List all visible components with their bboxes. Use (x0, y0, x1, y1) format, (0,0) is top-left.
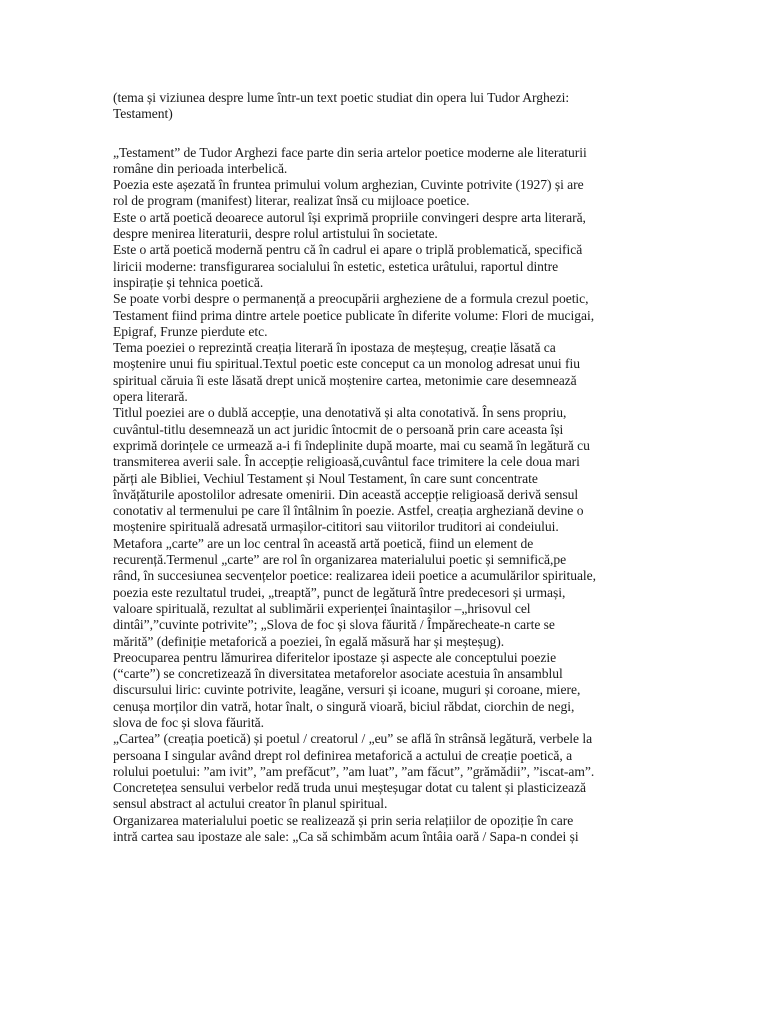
body-line: învățăturile apostolilor adresate omenirii. Din această accepție religioasă derivă sensul (113, 486, 579, 502)
body-line: recurență.Termenul „carte” are rol în organizarea materialului poetic și semnifică,pe (113, 552, 567, 568)
body-line: Este o artă poetică modernă pentru că în cadrul ei apare o triplă problematică, specifică (113, 242, 583, 258)
body-line: Epigraf, Frunze pierdute etc. (113, 323, 268, 339)
body-line: spiritual căruia îi este lăsată drept unică moștenire cartea, metonimie care desemnează (113, 372, 577, 388)
body-line: sensul abstract al actului creator în planul spiritual. (113, 796, 388, 812)
body-line: Concretețea sensului verbelor redă truda unui meșteșugar dotat cu talent și plasticizează (113, 780, 587, 796)
body-line: moștenire spirituală adresată urmașilor-cititori sau viitorilor truditori ai condeiului. (113, 519, 559, 535)
body-line: române din perioada interbelică. (113, 160, 288, 176)
document-header (113, 90, 658, 123)
header-line: (tema și viziunea despre lume într-un text poetic studiat din opera lui Tudor Arghezi: (113, 90, 570, 105)
body-line: Este o artă poetică deoarece autorul își exprimă propriile convingeri despre arta literară, (113, 209, 586, 225)
body-line: cenușa morților din vatră, hotar înalt, o singură vioară, biciul răbdat, ciorchin de negi, (113, 698, 575, 714)
body-line: Se poate vorbi despre o permanență a preocupării argheziene de a formula crezul poetic, (113, 291, 589, 307)
body-line: despre menirea literaturii, despre rolul artistului în societate. (113, 226, 438, 242)
body-line: Tema poeziei o reprezintă creația literară în ipostaza de meșteșug, creație lăsată ca (113, 340, 556, 356)
header-line: Testament) (113, 106, 173, 122)
body-line: rând, în succesiunea secvențelor poetice: realizarea ideii poetice a acumulărilor spirituale, (113, 568, 596, 584)
body-line: poezia este rezultatul trudei, „treaptă”, punct de legătură între predecesori și urmași, (113, 584, 566, 600)
body-line: discursului liric: cuvinte potrivite, leagăne, versuri și icoane, muguri și coroane, miere, (113, 682, 581, 698)
body-line: liricii moderne: transfigurarea socialului în estetic, estetica urâtului, raportul dintre (113, 258, 559, 274)
body-line: rolului poetului: ”am ivit”, ”am prefăcut”, ”am luat”, ”am făcut”, ”grămădii”, ”iscat-am”. (113, 763, 595, 779)
body-line: părți ale Bibliei, Vechiul Testament și Noul Testament, în care sunt concentrate (113, 470, 538, 486)
body-line: mărită” (definiție metaforică a poeziei, în egală măsură har și meșteșug). (113, 633, 505, 649)
body-line: Metafora „carte” are un loc central în această artă poetică, fiind un element de (113, 535, 534, 551)
body-line: moștenire unui fiu spiritual.Textul poetic este conceput ca un monolog adresat unui fiu (113, 356, 580, 372)
document-body (113, 145, 658, 846)
body-line: slova de foc și slova făurită. (113, 714, 265, 730)
body-line: valoare spirituală, rezultat al sublimării experienței înaintașilor –„hrisovul cel (113, 600, 531, 616)
body-line: opera literară. (113, 389, 188, 405)
body-line: rol de program (manifest) literar, realizat însă cu mijloace poetice. (113, 193, 470, 209)
body-line: Testament fiind prima dintre artele poetice publicate în diferite volume: Flori de mucigai, (113, 307, 595, 323)
body-line: Organizarea materialului poetic se realizează și prin seria relațiilor de opoziție în care (113, 812, 574, 828)
body-line: cuvântul-titlu desemnează un act juridic întocmit de o persoană prin care aceasta își (113, 421, 564, 437)
body-line: persoana I singular având drept rol definirea metaforică a actului de creație poetică, a (113, 747, 573, 763)
body-line: conotativ al termenului pe care îl întâlnim în poezie. Astfel, creația argheziană devine o (113, 503, 584, 519)
body-line: Preocuparea pentru lămurirea diferitelor ipostaze și aspecte ale conceptului poezie (113, 649, 557, 665)
body-line: exprimă dorințele ce urmează a-i fi îndeplinite după moarte, mai cu seamă în legătură cu (113, 437, 590, 453)
body-line: transmiterea averii sale. În accepție religioasă,cuvântul face trimitere la cele doua mari (113, 454, 580, 470)
body-line: (“carte”) se concretizează în diversitatea metaforelor asociate acestuia în ansamblul (113, 666, 563, 682)
body-line: intră cartea sau ipostaze ale sale: „Ca să schimbăm acum întâia oară / Sapa-n condei și (113, 829, 579, 845)
body-line: Poezia este așezată în fruntea primului volum arghezian, Cuvinte potrivite (1927) și are (113, 177, 584, 193)
body-line: dintâi”,”cuvinte potrivite”; „Slova de foc și slova făurită / Împărecheate-n carte se (113, 617, 555, 633)
body-line: „Cartea” (creația poetică) și poetul / creatorul / „eu” se află în strânsă legătură, verbele la (113, 731, 593, 747)
body-line: „Testament” de Tudor Arghezi face parte din seria artelor poetice moderne ale literaturii (113, 144, 587, 160)
body-line: Titlul poeziei are o dublă accepție, una denotativă și alta conotativă. În sens propriu, (113, 405, 567, 421)
blank-line (113, 123, 658, 145)
body-line: inspirație și tehnica poetică. (113, 274, 264, 290)
